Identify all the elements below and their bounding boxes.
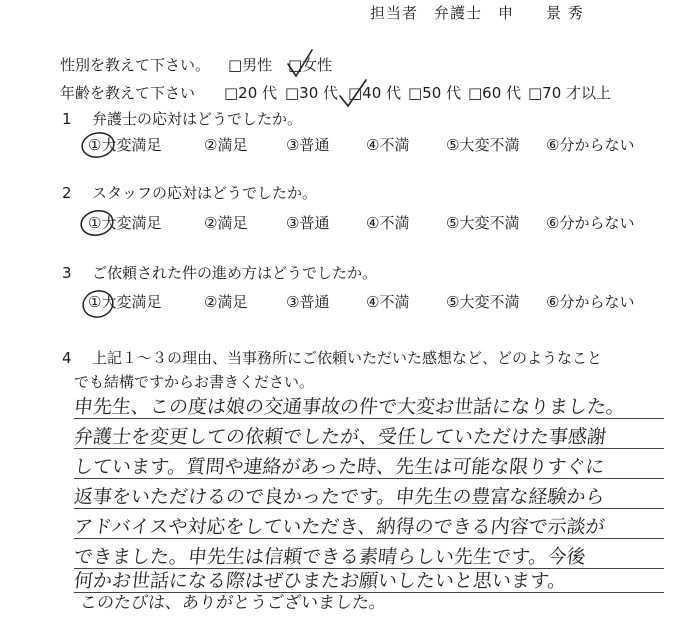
handwritten-comment-line: 何かお世話になる際はぜひまたお願いしたいと思います。	[72, 570, 568, 592]
gender-option-male[interactable]: □男性	[228, 56, 273, 74]
check-mark-icon	[340, 80, 366, 106]
q1-option-unknown[interactable]: ⑥分からない	[546, 136, 635, 154]
handwritten-comment-line: 弁護士を変更しての依頼でしたが、受任していただけた事感謝	[72, 426, 608, 448]
q2-option-satisfied[interactable]: ②満足	[204, 214, 248, 232]
age-option-50s[interactable]: □50 代	[408, 84, 462, 102]
gender-question: 性別を教えて下さい。	[60, 56, 211, 74]
handwritten-comment-line: しています。質問や連絡があった時、先生は可能な限りすぐに	[72, 456, 606, 478]
q4-text-line2: でも結構ですからお書きください。	[74, 373, 315, 391]
q1-number: 1	[62, 110, 72, 128]
staff-header: 担当者 弁護士 申 景 秀	[370, 4, 584, 22]
q2-option-very-dissatisfied[interactable]: ⑤大変不満	[446, 214, 520, 232]
q3-option-very-dissatisfied[interactable]: ⑤大変不満	[446, 293, 520, 311]
age-option-70plus[interactable]: □70 才以上	[528, 84, 612, 102]
q3-option-unknown[interactable]: ⑥分からない	[546, 293, 635, 311]
handwritten-comment-line: できました。申先生は信頼できる素晴らしい先生です。今後	[72, 546, 587, 568]
q1-option-dissatisfied[interactable]: ④不満	[366, 136, 410, 154]
q1-option-very-dissatisfied[interactable]: ⑤大変不満	[446, 136, 520, 154]
circle-mark-icon	[80, 130, 116, 159]
q1-option-neutral[interactable]: ③普通	[286, 136, 330, 154]
q4-number: 4	[62, 349, 72, 367]
age-option-60s[interactable]: □60 代	[468, 84, 522, 102]
handwritten-comment-line: アドバイスや対応をしていただき、納得のできる内容で示談が	[72, 516, 606, 538]
q3-option-satisfied[interactable]: ②満足	[204, 293, 248, 311]
q1-option-satisfied[interactable]: ②満足	[204, 136, 248, 154]
circle-mark-icon	[80, 288, 116, 321]
q2-option-neutral[interactable]: ③普通	[286, 214, 330, 232]
q3-number: 3	[62, 264, 72, 282]
age-question: 年齢を教えて下さい	[60, 84, 196, 102]
handwritten-comment-line: 返事をいただけるので良かったです。申先生の豊富な経験から	[72, 486, 606, 508]
q2-number: 2	[62, 184, 72, 202]
q4-text-line1: 上記１～３の理由、当事務所にご依頼いただいた感想など、どのようなこと	[92, 349, 603, 367]
q1-text: 弁護士の応対はどうでしたか。	[92, 110, 303, 128]
q3-text: ご依頼された件の進め方はどうでしたか。	[92, 264, 378, 282]
q1-option-very-satisfied[interactable]: ①大変満足	[88, 136, 162, 154]
q2-option-very-satisfied[interactable]: ①大変満足	[88, 214, 162, 232]
q2-option-dissatisfied[interactable]: ④不満	[366, 214, 410, 232]
q3-option-very-satisfied[interactable]: ①大変満足	[88, 293, 162, 311]
check-mark-icon	[288, 50, 312, 76]
q2-option-unknown[interactable]: ⑥分からない	[546, 214, 635, 232]
q3-option-dissatisfied[interactable]: ④不満	[366, 293, 410, 311]
gender-option-female[interactable]: □女性	[288, 56, 333, 74]
age-option-20s[interactable]: □20 代	[224, 84, 278, 102]
q2-text: スタッフの応対はどうでしたか。	[92, 184, 318, 202]
age-option-30s[interactable]: □30 代	[285, 84, 339, 102]
handwritten-comment-line: 申先生、この度は娘の交通事故の件で大変お世話になりました。	[72, 396, 627, 418]
circle-mark-icon	[79, 208, 115, 238]
q3-option-neutral[interactable]: ③普通	[286, 293, 330, 311]
age-option-40s[interactable]: □40 代	[348, 84, 402, 102]
handwritten-comment-line: このたびは、ありがとうございました。	[78, 593, 388, 613]
